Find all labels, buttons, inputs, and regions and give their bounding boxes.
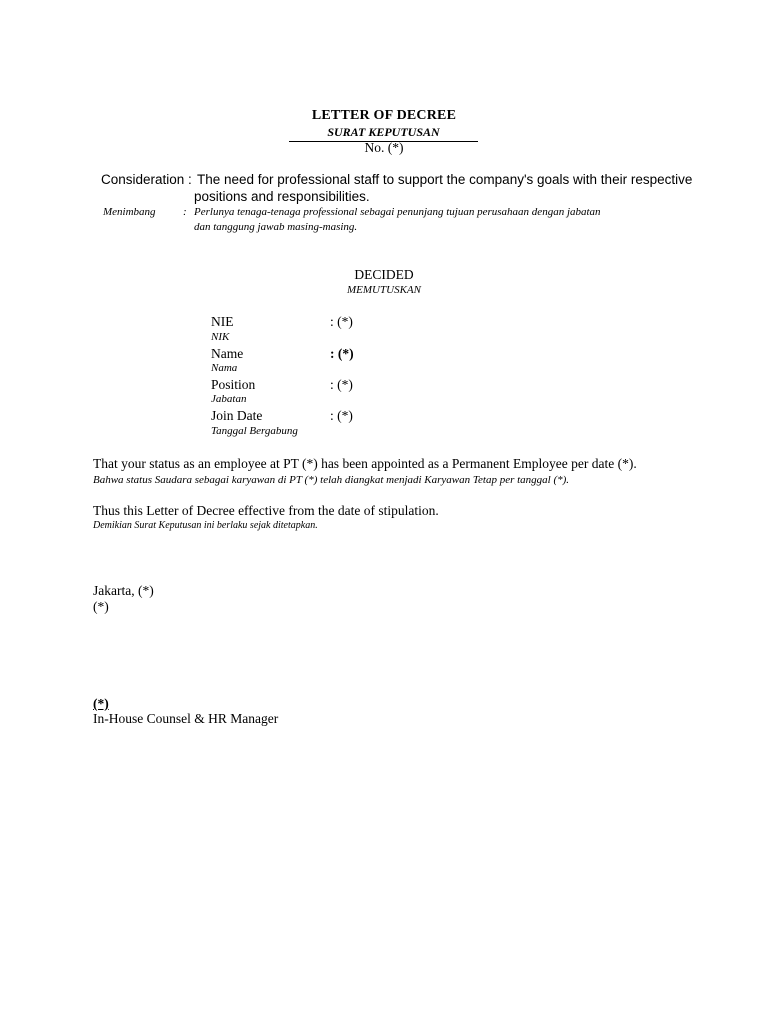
menimbang-text-line2: dan tanggung jawab masing-masing. — [194, 221, 358, 233]
statement-text: That your status as an employee at PT (*) has been appointed as a Permanent Employee per date (*). — [93, 456, 637, 471]
field-join-date-label: Join Date — [211, 408, 263, 423]
document-subtitle: SURAT KEPUTUSAN — [289, 125, 478, 142]
field-jabatan-label: Jabatan — [211, 393, 247, 405]
signatory-name: (*) — [93, 696, 109, 711]
field-position-value: : (*) — [330, 377, 353, 392]
statement-text-id: Bahwa status Saudara sebagai karyawan di PT (*) telah diangkat menjadi Karyawan Tetap per tanggal (*). — [93, 474, 570, 486]
consideration-text-line1: The need for professional staff to support the company's goals with their respective — [197, 172, 693, 187]
field-name-label: Name — [211, 346, 244, 361]
field-position-label: Position — [211, 377, 256, 392]
document-title: LETTER OF DECREE — [311, 108, 457, 123]
consideration-text-line2: positions and responsibilities. — [194, 189, 370, 204]
field-nik-label: NIK — [211, 331, 230, 343]
consideration-label: Consideration : — [101, 172, 192, 187]
field-nie-value: : (*) — [330, 314, 353, 329]
menimbang-label: Menimbang — [103, 206, 156, 218]
field-nie-label: NIE — [211, 314, 234, 329]
menimbang-colon: : — [183, 206, 187, 218]
place-date-line2: (*) — [93, 599, 109, 614]
closing-text: Thus this Letter of Decree effective from the date of stipulation. — [93, 503, 439, 518]
field-name-value: : (*) — [330, 346, 354, 361]
field-join-date-value: : (*) — [330, 408, 353, 423]
decided-heading: DECIDED — [354, 267, 414, 282]
memutuskan-heading: MEMUTUSKAN — [347, 284, 421, 296]
field-nama-label: Nama — [211, 362, 238, 374]
closing-text-id: Demikian Surat Keputusan ini berlaku sejak ditetapkan. — [93, 520, 318, 531]
signatory-position: In-House Counsel & HR Manager — [93, 711, 279, 726]
field-tanggal-bergabung-label: Tanggal Bergabung — [211, 425, 298, 437]
menimbang-text-line1: Perlunya tenaga-tenaga professional sebagai penunjang tujuan perusahaan dengan jabatan — [194, 206, 601, 218]
document-number: No. (*) — [364, 140, 404, 155]
place-date: Jakarta, (*) — [93, 583, 154, 598]
